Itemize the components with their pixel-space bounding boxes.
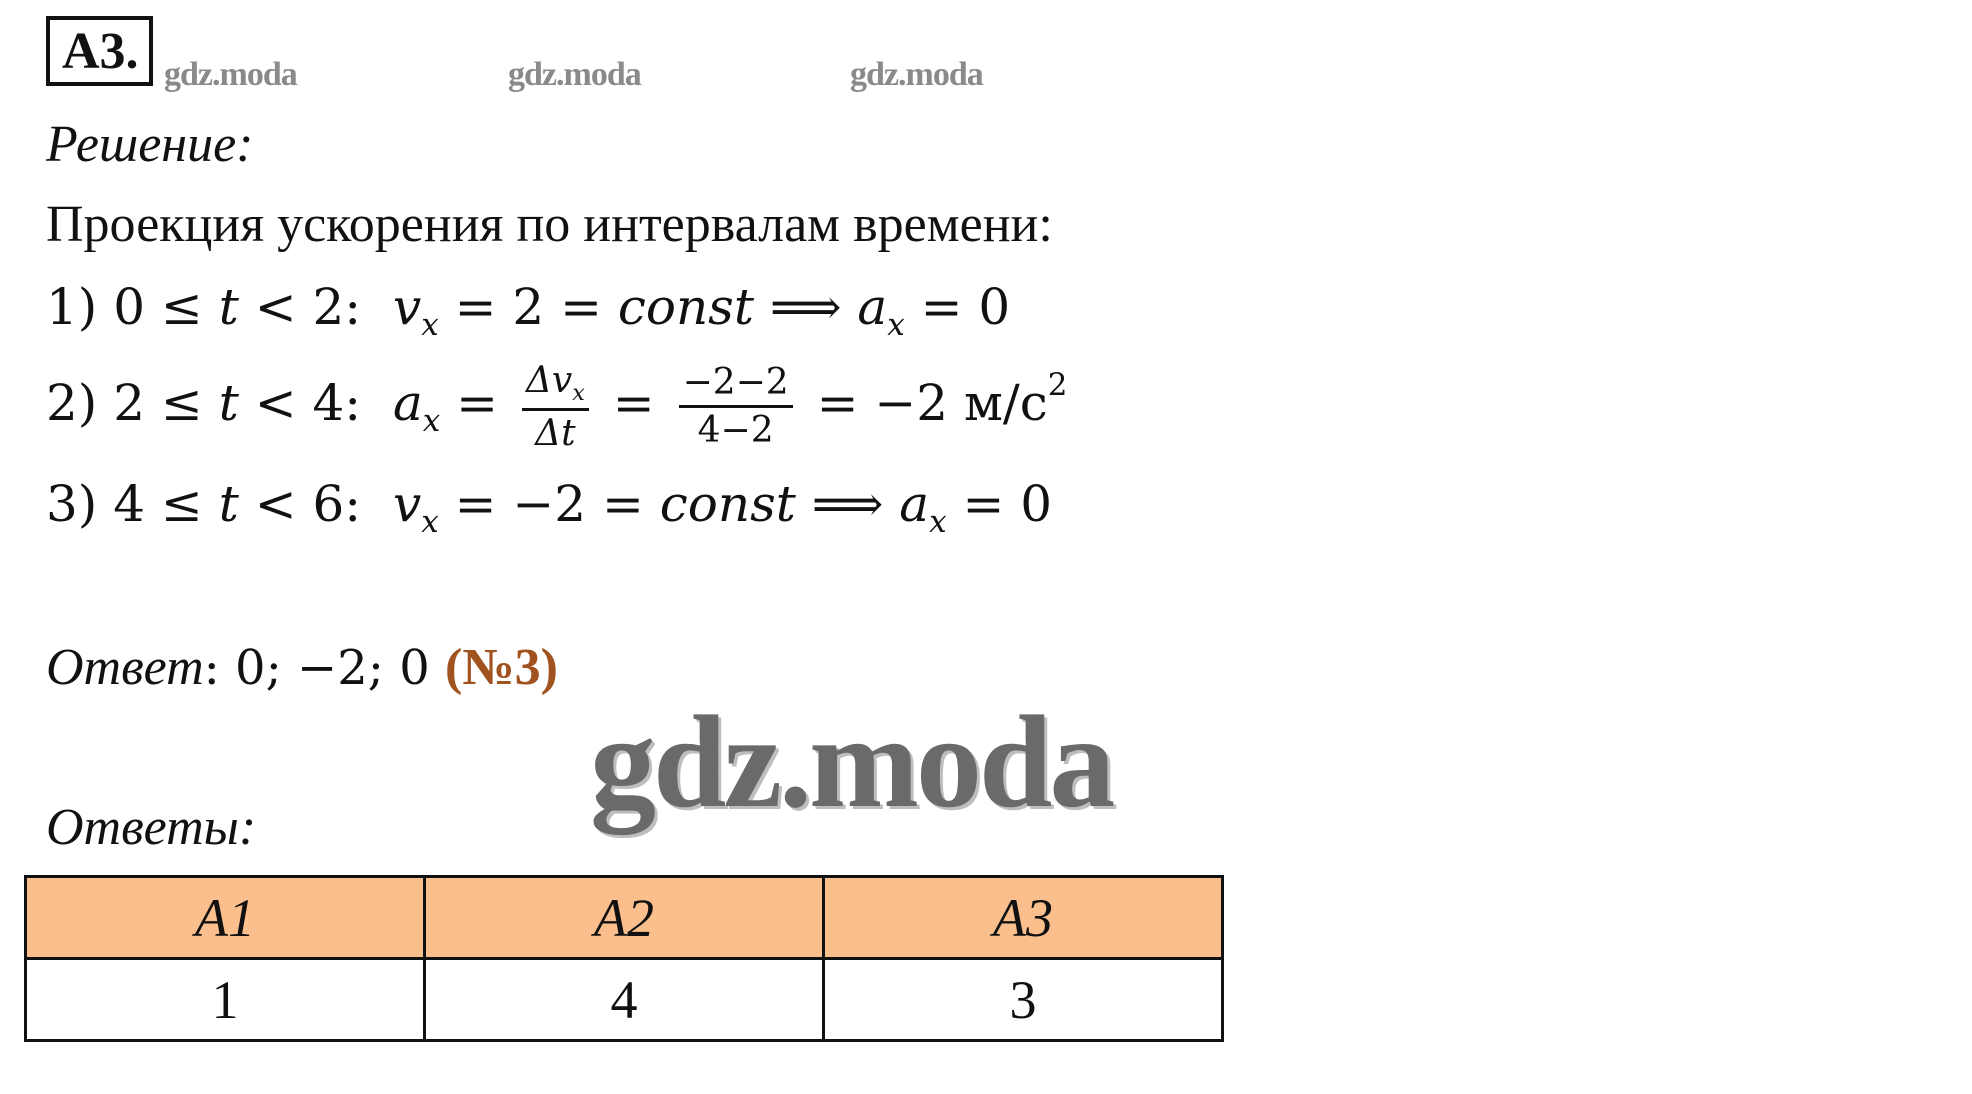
solution-heading: Решение:	[46, 116, 254, 173]
answers-heading: Ответы:	[46, 799, 257, 856]
answer-values: : 0; −2; 0	[203, 640, 446, 696]
watermark-small-2: gdz.moda	[508, 56, 641, 93]
answers-value-a1: 1	[26, 959, 425, 1041]
answer-label: Ответ	[46, 639, 204, 696]
answers-table-value-row	[26, 959, 1223, 1041]
answers-header-a1: A1	[26, 877, 425, 959]
answer-reference: (№3)	[445, 639, 558, 696]
fraction-numeric	[679, 362, 793, 451]
step-2-result: = −2 м/с	[816, 373, 1048, 432]
answer-line	[46, 638, 558, 697]
watermark-large: gdz.moda	[590, 688, 1113, 835]
step-1-number: 1)	[46, 278, 98, 336]
step-2-result-exponent: 2	[1047, 367, 1068, 404]
watermark-small-1: gdz.moda	[164, 56, 297, 93]
watermark-small-3: gdz.moda	[850, 56, 983, 93]
step-1: 1) 0 ≤ t < 2: $v_x = 2$ = const ⟹ $a_x = 0$	[46, 278, 1011, 343]
answers-header-a3: A3	[824, 877, 1223, 959]
step-2-number: 2)	[46, 373, 98, 432]
task-label: A3.	[46, 16, 153, 86]
fraction-numerator: −2−2	[679, 362, 793, 408]
answers-header-a2: A2	[425, 877, 824, 959]
answers-value-a3: 3	[824, 959, 1223, 1041]
step-3: 3) 4 ≤ t < 6: $v_x = -2$ = const ⟹ $a_x = 0$	[46, 475, 1053, 540]
intro-text: Проекция ускорения по интервалам времени:	[46, 196, 1053, 253]
fraction-denominator: 4−2	[697, 410, 774, 452]
step-2: 2) 2 ≤ t < 4: $a_x$ = $\frac{\Delta v_x}{\Delta t}$ = $\frac{-2-2}{4-2}$ = −2 $м/с^2$	[46, 360, 1068, 454]
answers-table	[24, 875, 1224, 1042]
step-3-number: 3)	[46, 475, 98, 533]
fraction-dvx-dt: $\frac{\Delta v_x}{\Delta t}$	[522, 360, 589, 454]
answers-value-a2: 4	[425, 959, 824, 1041]
answers-table-header-row	[26, 877, 1223, 959]
